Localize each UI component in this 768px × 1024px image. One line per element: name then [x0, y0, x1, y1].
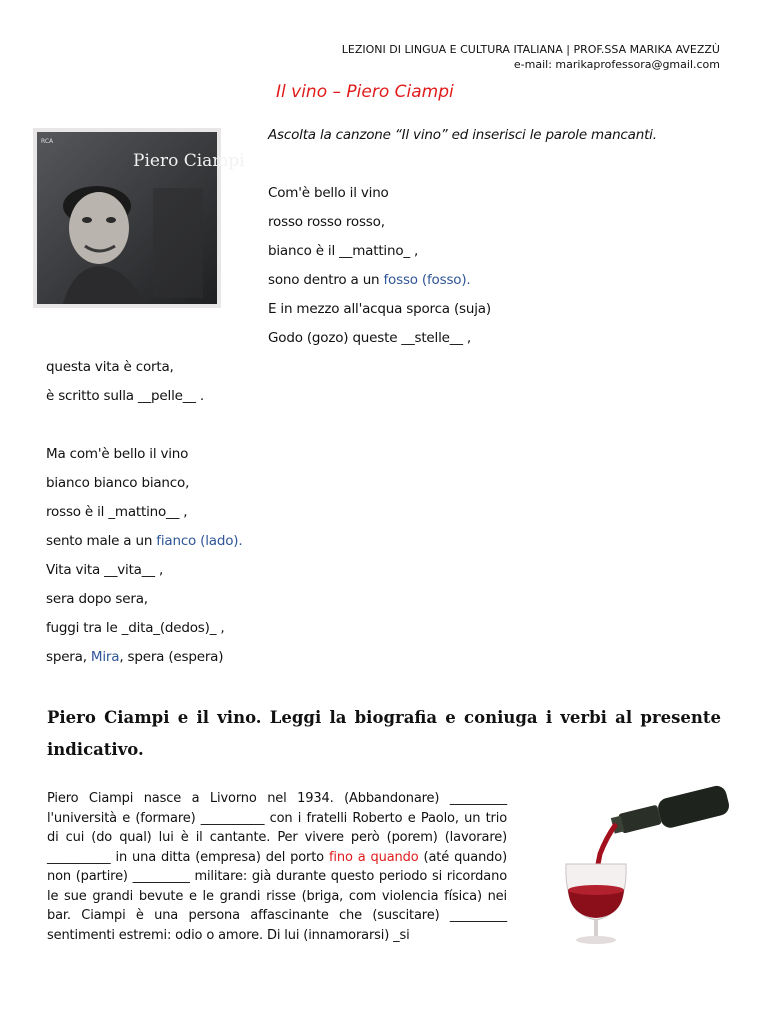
lyric-line: E in mezzo all'acqua sporca (suja)	[268, 301, 491, 317]
header-course-line: LEZIONI DI LINGUA E CULTURA ITALIANA | PROF.SSA MARIKA AVEZZÙ	[341, 43, 720, 56]
lyric-line: fuggi tra le _dita_(dedos)_ ,	[46, 620, 225, 636]
exercise-instruction: Ascolta la canzone “Il vino” ed inserisci le parole mancanti.	[268, 127, 657, 143]
lyric-text: sento male a un	[46, 533, 157, 549]
lyric-line: rosso rosso rosso,	[268, 214, 385, 230]
biography-paragraph	[47, 789, 507, 945]
lyric-line: Ma com'è bello il vino	[46, 446, 189, 462]
lyric-line: rosso è il _mattino__ ,	[46, 504, 188, 520]
header-email-line: e-mail: marikaprofessora@gmail.com	[513, 58, 720, 71]
lyric-answer: Mira	[90, 649, 120, 665]
bio-highlight: fino a quando	[328, 849, 419, 865]
lyric-punct: .	[466, 272, 471, 288]
lyric-line: bianco è il __mattino_ ,	[268, 243, 419, 259]
lyric-line: Godo (gozo) queste __stelle__ ,	[268, 330, 472, 346]
lyric-line: è scritto sulla __pelle__ .	[46, 388, 205, 404]
lyric-text: spera,	[46, 649, 91, 665]
lyric-line: bianco bianco bianco,	[46, 475, 190, 491]
page-title: Il vino – Piero Ciampi	[276, 82, 454, 102]
lyric-text: sono dentro a un	[268, 272, 384, 288]
section-heading: Piero Ciampi e il vino. Leggi la biografia e coniuga i verbi al presente indicativo.	[47, 708, 721, 759]
bio-text: (até quando) non (partire) _________ militare: già durante questo periodo si ricordano le sue grandi bevute e le grandi risse (briga, com violencia física) nei bar. Ciampi è una persona affascinante che (suscitare) _________ sentimenti estremi: odio o amore. Di lui (innamorarsi) _si	[47, 849, 507, 943]
lyric-line: Vita vita __vita__ ,	[46, 562, 164, 578]
album-label-text: RCA	[41, 138, 54, 145]
lyric-punct: .	[238, 533, 243, 549]
lyric-line	[46, 533, 242, 549]
lyric-answer: fosso (fosso)	[383, 272, 467, 288]
album-cover-title: Piero Ciampi	[133, 151, 245, 171]
wine-pour-image	[530, 794, 730, 946]
lyric-line	[46, 649, 223, 665]
page-header	[342, 42, 720, 72]
lyric-text: , spera (espera)	[119, 649, 224, 665]
lyric-line: Com'è bello il vino	[268, 185, 389, 201]
lyric-line	[268, 272, 471, 288]
album-cover-image	[33, 128, 245, 308]
lyric-line: sera dopo sera,	[46, 591, 148, 607]
lyric-line: questa vita è corta,	[46, 359, 174, 375]
bio-text: Piero Ciampi nasce a Livorno nel 1934. (Abbandonare) _________ l'università e (formare) __________ con i fratelli Roberto e Paolo, un trio di cui (do qual) lui è il cantante. Per vivere però (porem) (lavorare) __________ in una ditta (empresa) del porto	[47, 791, 507, 865]
lyric-answer: fianco (lado)	[156, 533, 239, 549]
